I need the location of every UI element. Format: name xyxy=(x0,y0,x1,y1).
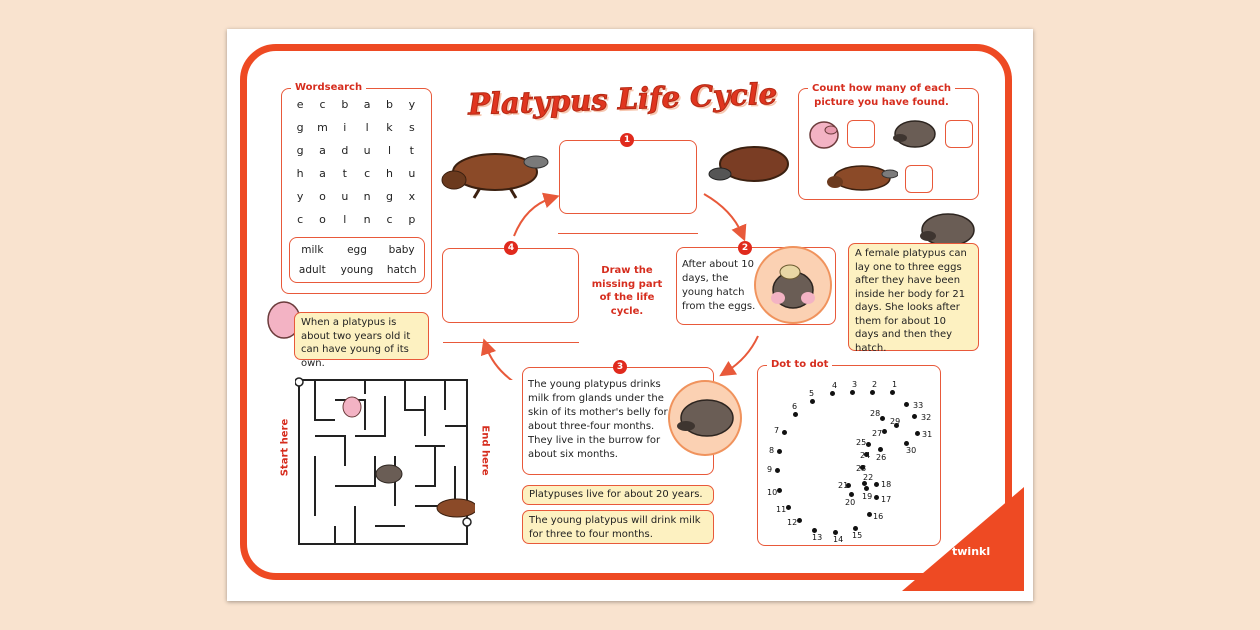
dot-number: 32 xyxy=(921,413,932,422)
dot-number: 1 xyxy=(892,380,898,389)
grid-cell[interactable]: a xyxy=(319,167,326,180)
grid-cell[interactable]: y xyxy=(408,98,416,111)
dot-number: 10 xyxy=(767,488,778,497)
grid-cell[interactable]: y xyxy=(296,190,304,203)
step2-text: After about 10 days, the young hatch from the eggs. xyxy=(682,259,756,312)
grid-cell[interactable]: n xyxy=(363,190,371,203)
dot-point[interactable] xyxy=(849,492,854,497)
dot-number: 26 xyxy=(876,453,887,462)
step4-number: 4 xyxy=(504,241,518,255)
two-years-fact-box: When a platypus is about two years old it can have young of its own. xyxy=(294,312,429,360)
dot-number: 25 xyxy=(856,438,867,447)
grid-cell[interactable]: m xyxy=(317,121,328,134)
grid-cell[interactable]: c xyxy=(364,167,371,180)
grid-cell[interactable]: d xyxy=(341,144,349,157)
dot-point[interactable] xyxy=(777,488,782,493)
dot-number: 9 xyxy=(767,465,773,474)
word-item: young xyxy=(340,264,374,276)
dot-point[interactable] xyxy=(874,482,879,487)
dot-point[interactable] xyxy=(890,390,895,395)
grid-cell[interactable]: b xyxy=(341,98,349,111)
word-item: adult xyxy=(298,264,326,276)
dot-point[interactable] xyxy=(878,447,883,452)
page-title: Platypus Life Cycle xyxy=(467,76,778,122)
step3-text: The young platypus drinks milk from glands under the skin of its mother's belly for about three-four months. They live in the burrow for about six months. xyxy=(528,379,668,460)
step3-number: 3 xyxy=(613,360,627,374)
grid-cell[interactable]: h xyxy=(386,167,393,180)
count-heading: Count how many of each picture you have found. xyxy=(808,82,955,109)
dot-number: 30 xyxy=(906,446,917,455)
lifespan-fact-box: Platypuses live for about 20 years. xyxy=(522,485,714,505)
dot-number: 14 xyxy=(833,535,844,544)
grid-cell[interactable]: h xyxy=(296,167,304,180)
dot-to-dot-heading: Dot to dot xyxy=(767,359,832,370)
grid-cell[interactable]: c xyxy=(386,213,393,226)
grid-cell[interactable]: o xyxy=(319,213,326,226)
maze-end-label: End here xyxy=(479,425,491,476)
word-item: egg xyxy=(347,244,367,256)
grid-cell[interactable]: u xyxy=(363,144,371,157)
dot-point[interactable] xyxy=(850,390,855,395)
grid-cell[interactable]: k xyxy=(386,121,393,134)
dot-number: 8 xyxy=(769,446,775,455)
young-platypus-icon xyxy=(674,392,736,444)
step2-number: 2 xyxy=(738,241,752,255)
dot-number: 5 xyxy=(809,389,815,398)
dot-point[interactable] xyxy=(786,505,791,510)
adult-platypus-icon xyxy=(826,158,898,196)
maze-start-label: Start here xyxy=(279,418,291,477)
dot-number: 21 xyxy=(838,481,849,490)
grid-cell[interactable]: t xyxy=(409,144,414,157)
cycle-arrows xyxy=(480,190,760,380)
dot-number: 31 xyxy=(922,430,933,439)
dot-number: 33 xyxy=(913,401,924,410)
dot-number: 3 xyxy=(852,380,858,389)
dot-number: 13 xyxy=(812,533,823,542)
wordsearch-grid xyxy=(289,97,423,227)
dot-point[interactable] xyxy=(830,391,835,396)
dot-number: 18 xyxy=(881,480,892,489)
count-box-adult[interactable] xyxy=(905,165,933,193)
grid-cell[interactable]: t xyxy=(342,167,347,180)
grid-cell[interactable]: c xyxy=(297,213,304,226)
hatchling-icon xyxy=(764,258,822,316)
dot-number: 29 xyxy=(890,417,901,426)
dot-number: 20 xyxy=(845,498,856,507)
dot-point[interactable] xyxy=(775,468,780,473)
grid-cell[interactable]: o xyxy=(319,190,326,203)
baby-platypus-icon xyxy=(806,118,842,152)
dot-point[interactable] xyxy=(777,449,782,454)
dot-point[interactable] xyxy=(864,486,869,491)
dot-point[interactable] xyxy=(782,430,787,435)
dot-number: 2 xyxy=(872,380,878,389)
dot-number: 17 xyxy=(881,495,892,504)
grid-cell[interactable]: i xyxy=(343,121,347,134)
dot-point[interactable] xyxy=(810,399,815,404)
dot-number: 27 xyxy=(872,429,883,438)
dot-number: 4 xyxy=(832,381,838,390)
grid-cell[interactable]: u xyxy=(341,190,349,203)
grid-cell[interactable]: c xyxy=(319,98,326,111)
brand-logo: twinkl xyxy=(952,545,991,558)
grid-cell[interactable]: b xyxy=(386,98,393,111)
count-box-baby[interactable] xyxy=(847,120,875,148)
count-box-juvenile[interactable] xyxy=(945,120,973,148)
dot-point[interactable] xyxy=(915,431,920,436)
grid-cell[interactable]: l xyxy=(365,121,369,134)
dot-number: 24 xyxy=(860,451,871,460)
grid-cell[interactable]: l xyxy=(387,144,392,157)
dot-point[interactable] xyxy=(867,512,872,517)
dot-point[interactable] xyxy=(874,495,879,500)
grid-cell[interactable]: a xyxy=(319,144,326,157)
grid-cell[interactable]: g xyxy=(296,144,304,157)
grid-cell[interactable]: g xyxy=(386,190,393,203)
dot-number: 11 xyxy=(776,505,787,514)
dot-point[interactable] xyxy=(912,414,917,419)
dot-point[interactable] xyxy=(870,390,875,395)
juvenile-platypus-icon xyxy=(889,114,939,150)
swimming-platypus-illustration xyxy=(708,140,794,194)
grid-cell[interactable]: p xyxy=(408,213,416,226)
grid-cell[interactable]: x xyxy=(408,190,416,203)
dot-number: 23 xyxy=(856,464,867,473)
dot-number: 7 xyxy=(774,426,780,435)
grid-cell[interactable]: a xyxy=(363,98,371,111)
word-item: baby xyxy=(388,244,415,256)
grid-cell[interactable]: e xyxy=(296,98,304,111)
grid-cell[interactable]: g xyxy=(296,121,304,134)
milk-fact-box: The young platypus will drink milk for three to four months. xyxy=(522,510,714,544)
dot-number: 22 xyxy=(863,473,874,482)
dot-number: 12 xyxy=(787,518,798,527)
dot-point[interactable] xyxy=(882,429,887,434)
step1-number: 1 xyxy=(620,133,634,147)
grid-cell[interactable]: l xyxy=(343,213,347,226)
word-list xyxy=(289,237,425,283)
female-fact-box: A female platypus can lay one to three eggs after they have been inside her body for 21 days. She looks after them for about 10 days and then they hatch. xyxy=(848,243,979,351)
dot-number: 15 xyxy=(852,531,863,540)
dot-point[interactable] xyxy=(904,402,909,407)
dot-number: 28 xyxy=(870,409,881,418)
draw-prompt: Draw the missing part of the life cycle. xyxy=(591,265,663,317)
dot-to-dot-panel xyxy=(757,365,941,546)
dot-point[interactable] xyxy=(793,412,798,417)
dot-point[interactable] xyxy=(866,442,871,447)
dot-number: 6 xyxy=(792,402,798,411)
word-item: milk xyxy=(301,244,324,256)
dot-number: 19 xyxy=(862,492,873,501)
wordsearch-heading: Wordsearch xyxy=(291,82,366,93)
dot-point[interactable] xyxy=(880,416,885,421)
grid-cell[interactable]: s xyxy=(408,121,415,134)
dot-number: 16 xyxy=(873,512,884,521)
grid-cell[interactable]: u xyxy=(408,167,416,180)
dot-point[interactable] xyxy=(797,518,802,523)
grid-cell[interactable]: n xyxy=(363,213,371,226)
maze[interactable] xyxy=(295,376,475,548)
word-item: hatch xyxy=(386,264,417,276)
